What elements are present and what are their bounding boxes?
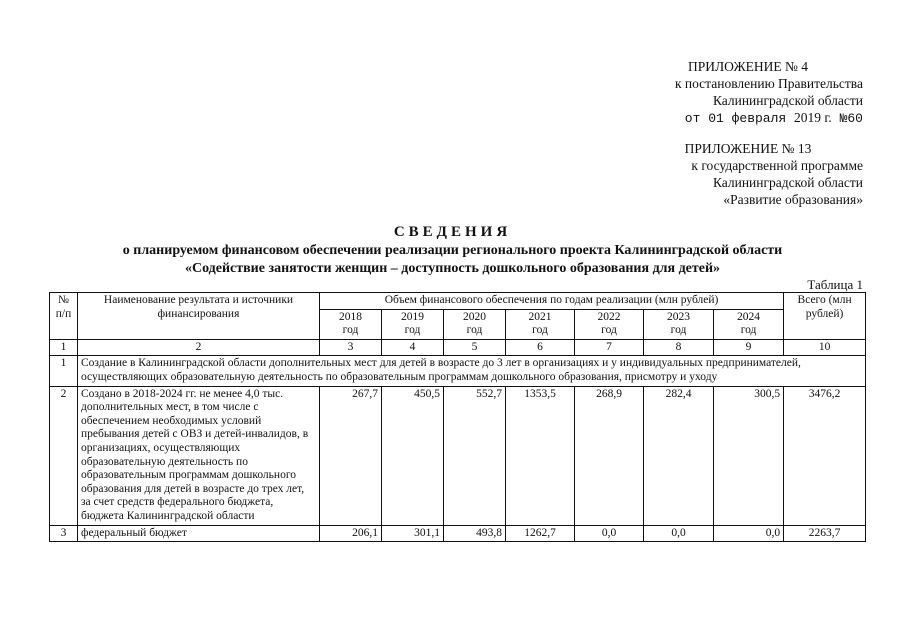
document-heading	[0, 222, 905, 278]
row1-section-text: Создание в Калининградской области дополнительных мест для детей в возрасте до 3 лет в организациях и у индивидуальных предпринимателей, осуществляющих образовательную деятельность по образовательным программам дошкольного образования, присмотру и уходу	[78, 356, 866, 386]
header-year-2020: 2020 год	[444, 309, 506, 339]
row1-num: 1	[50, 356, 78, 386]
row2-2021: 1353,5	[506, 386, 575, 525]
row2-2020: 552,7	[444, 386, 506, 525]
row2-total: 3476,2	[784, 386, 866, 525]
row3-2023: 0,0	[644, 525, 714, 542]
table-row-2	[50, 386, 866, 525]
date-prefix: от	[684, 111, 709, 126]
row3-2021: 1262,7	[506, 525, 575, 542]
heading-line2: «Содействие занятости женщин – доступность дошкольного образования для детей»	[184, 261, 721, 276]
header-num: № п/п	[50, 293, 78, 340]
date-year: 2019 г.	[794, 110, 832, 125]
row3-2022: 0,0	[575, 525, 644, 542]
appendix-4-date	[603, 109, 863, 127]
appendix-13-title: ПРИЛОЖЕНИЕ № 13	[684, 141, 812, 156]
row3-2019: 301,1	[382, 525, 444, 542]
finance-table	[49, 292, 866, 542]
date-month: февраля	[723, 111, 795, 126]
header-name: Наименование результата и источники финансирования	[78, 293, 320, 340]
colnum-2: 2	[78, 339, 320, 356]
header-row-1	[50, 293, 866, 310]
header-year-2021: 2021 год	[506, 309, 575, 339]
row2-2023: 282,4	[644, 386, 714, 525]
appendix-13-block	[603, 140, 863, 208]
row2-2022: 268,9	[575, 386, 644, 525]
column-number-row	[50, 339, 866, 356]
row3-num: 3	[50, 525, 78, 542]
row3-2024: 0,0	[714, 525, 784, 542]
colnum-4: 4	[382, 339, 444, 356]
colnum-9: 9	[714, 339, 784, 356]
header-year-2018: 2018 год	[320, 309, 382, 339]
colnum-10: 10	[784, 339, 866, 356]
decree-number: №60	[831, 111, 863, 126]
table-row-1	[50, 356, 866, 386]
row2-2019: 450,5	[382, 386, 444, 525]
colnum-8: 8	[644, 339, 714, 356]
colnum-5: 5	[444, 339, 506, 356]
appendix-13-line3: «Развитие образования»	[723, 192, 863, 207]
appendix-4-title: ПРИЛОЖЕНИЕ № 4	[687, 59, 809, 74]
colnum-6: 6	[506, 339, 575, 356]
heading-line1: о планируемом финансовом обеспечении реализации регионального проекта Калининградской области	[122, 243, 783, 258]
colnum-1: 1	[50, 339, 78, 356]
appendix-13-line1: к государственной программе	[691, 158, 863, 173]
row3-total: 2263,7	[784, 525, 866, 542]
appendix-4-block	[603, 58, 863, 127]
header-year-2024: 2024 год	[714, 309, 784, 339]
header-total: Всего (млн рублей)	[784, 293, 866, 340]
colnum-3: 3	[320, 339, 382, 356]
row2-name: Создано в 2018-2024 гг. не менее 4,0 тыс. дополнительных мест, в том числе с обеспечением необходимых условий пребывания детей с ОВЗ и детей-инвалидов, в организациях, осуществляющих образовательную деятельность по образовательным программам дошкольного образования для детей в возрасте до трех лет, за счет средств федерального бюджета, бюджета Калининградской области	[78, 386, 320, 525]
row2-num: 2	[50, 386, 78, 525]
date-day: 01	[708, 111, 724, 126]
appendix-4-line2: Калининградской области	[712, 93, 863, 108]
appendix-4-line1: к постановлению Правительства	[674, 76, 863, 91]
header-year-2019: 2019 год	[382, 309, 444, 339]
colnum-7: 7	[575, 339, 644, 356]
header-years-group: Объем финансового обеспечения по годам реализации (млн рублей)	[320, 293, 784, 310]
appendix-13-line2: Калининградской области	[712, 175, 863, 190]
row2-2024: 300,5	[714, 386, 784, 525]
row2-2018: 267,7	[320, 386, 382, 525]
row3-2020: 493,8	[444, 525, 506, 542]
table-label: Таблица 1	[807, 277, 863, 292]
header-year-2023: 2023 год	[644, 309, 714, 339]
row3-name: федеральный бюджет	[78, 525, 320, 542]
heading-title: СВЕДЕНИЯ	[393, 224, 512, 240]
row3-2018: 206,1	[320, 525, 382, 542]
header-year-2022: 2022 год	[575, 309, 644, 339]
table-row-3	[50, 525, 866, 542]
